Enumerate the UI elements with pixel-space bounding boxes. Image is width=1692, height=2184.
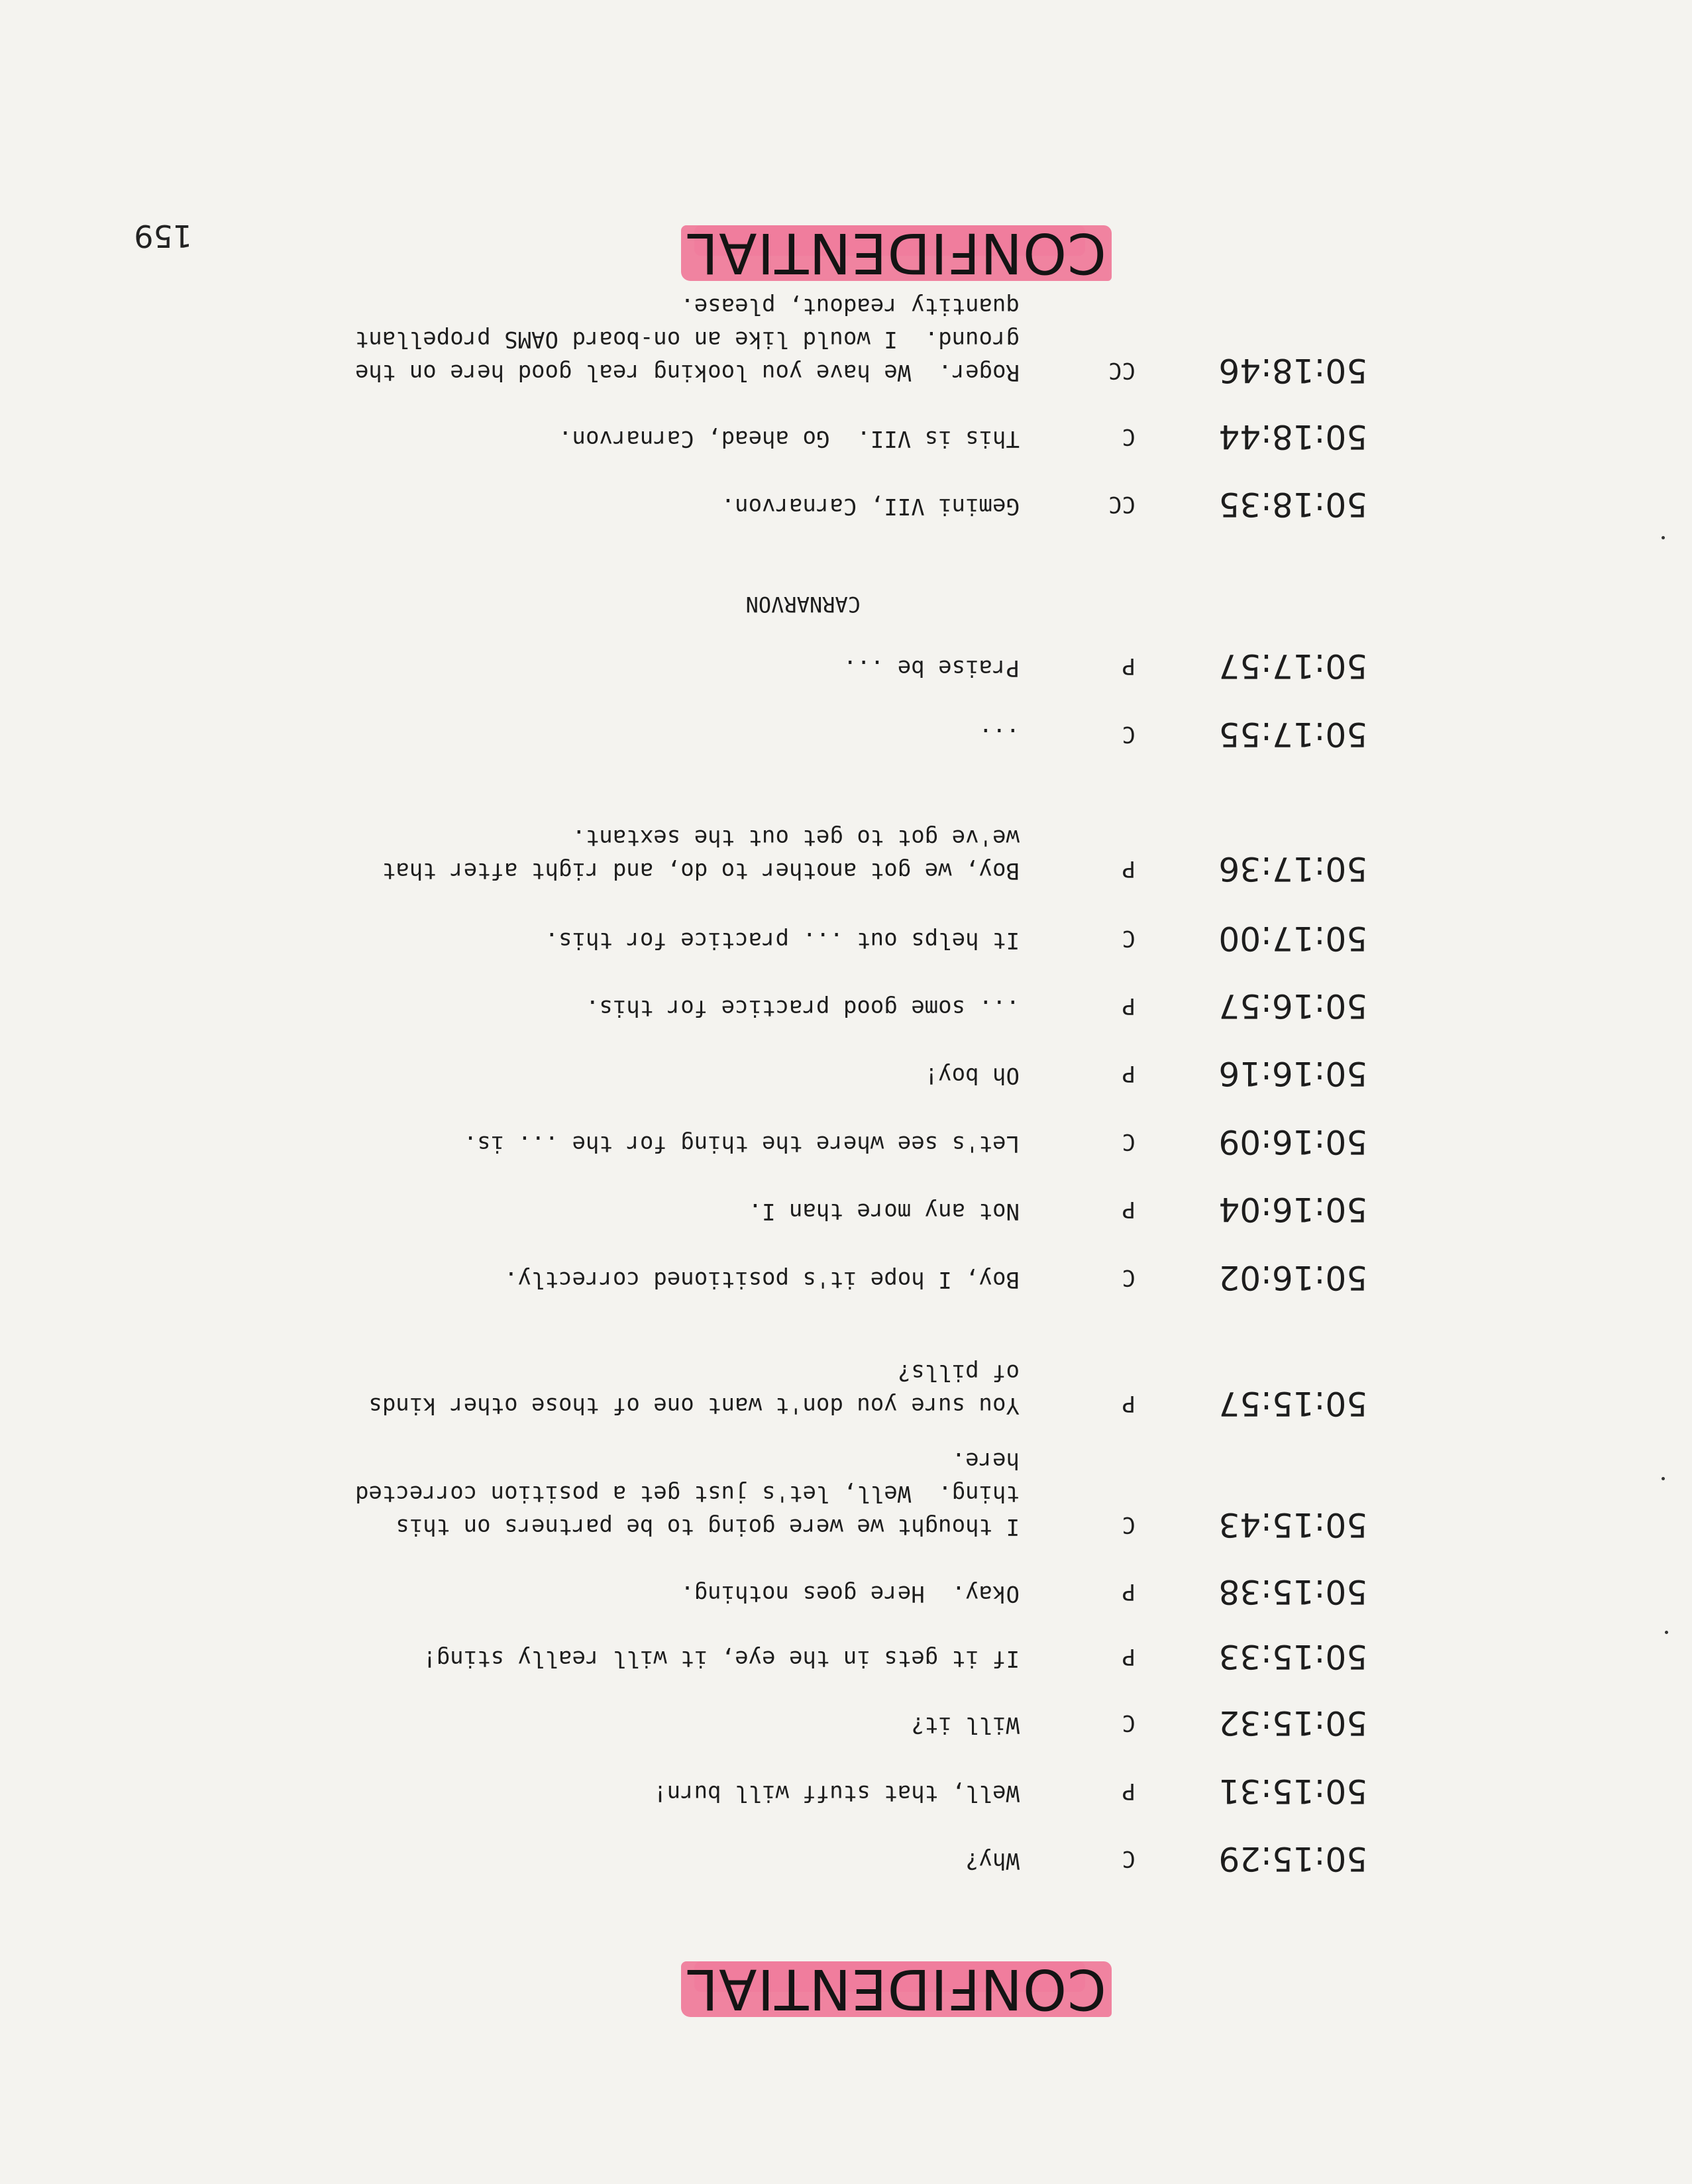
transcript-text: I thought we were going to be partners on this thing. Well, let's just get a position corrected here. bbox=[354, 1447, 1020, 1540]
speaker-code: P bbox=[1122, 855, 1136, 882]
transcript-text: Okay. Here goes nothing. bbox=[680, 1580, 1020, 1607]
speaker-code: P bbox=[1122, 1778, 1136, 1804]
confidential-stamp-top bbox=[681, 219, 1112, 288]
speaker-code: C bbox=[1122, 1845, 1136, 1872]
transcript-text: Praise be ... bbox=[843, 655, 1020, 681]
transcript-text: Well, that stuff will burn! bbox=[653, 1780, 1020, 1806]
timestamp: 50:16:16 bbox=[1218, 1054, 1367, 1093]
speaker-code: P bbox=[1122, 1196, 1136, 1223]
timestamp: 50:16:09 bbox=[1218, 1122, 1367, 1161]
transcript-text: Roger. We have you looking real good here on the ground. I would like an on-board OAMS propellant quantity readout, please. bbox=[354, 293, 1020, 386]
speaker-code: P bbox=[1122, 993, 1136, 1019]
transcript-text: This is VII. Go ahead, Carnarvon. bbox=[558, 425, 1020, 452]
speaker-code: P bbox=[1122, 1390, 1136, 1417]
speaker-code: P bbox=[1122, 653, 1136, 679]
timestamp: 50:18:44 bbox=[1218, 417, 1367, 456]
speaker-code: P bbox=[1122, 1578, 1136, 1605]
transcript-text: Boy, we got another to do, and right after that we've got to get out the sextant. bbox=[382, 824, 1020, 884]
speaker-code: C bbox=[1122, 721, 1136, 747]
speaker-code: CC bbox=[1108, 491, 1136, 518]
timestamp: 50:15:33 bbox=[1218, 1637, 1367, 1676]
timestamp: 50:17:00 bbox=[1218, 919, 1367, 957]
margin-mark bbox=[1665, 1631, 1668, 1634]
transcript-text: If it gets in the eye, it will really sting! bbox=[423, 1645, 1020, 1672]
timestamp: 50:18:46 bbox=[1218, 351, 1367, 390]
transcript-text: ... some good practice for this. bbox=[585, 995, 1020, 1021]
transcript-text: Boy, I hope it's positioned correctly. bbox=[504, 1266, 1020, 1293]
timestamp: 50:16:04 bbox=[1218, 1190, 1367, 1228]
stamp-text: CONFIDENTIAL bbox=[686, 221, 1106, 286]
stamp-text: CONFIDENTIAL bbox=[686, 1957, 1106, 2022]
speaker-code: P bbox=[1122, 1643, 1136, 1670]
speaker-code: C bbox=[1122, 1128, 1136, 1155]
margin-mark bbox=[1662, 1477, 1665, 1480]
speaker-code: C bbox=[1122, 925, 1136, 952]
transcript-text: Oh boy! bbox=[924, 1062, 1020, 1089]
section-heading: CARNARVON bbox=[745, 592, 861, 617]
confidential-stamp-bottom bbox=[681, 1955, 1112, 2024]
transcript-text: Let's see where the thing for the ... is. bbox=[463, 1130, 1020, 1157]
timestamp: 50:15:29 bbox=[1218, 1839, 1367, 1878]
speaker-code: C bbox=[1122, 1710, 1136, 1736]
transcript-text: You sure you don't want one of those other kinds of pills? bbox=[368, 1359, 1020, 1419]
timestamp: 50:15:38 bbox=[1218, 1572, 1367, 1611]
speaker-code: C bbox=[1122, 423, 1136, 450]
transcript-text: It helps out ... practice for this. bbox=[545, 927, 1020, 954]
timestamp: 50:18:35 bbox=[1218, 485, 1367, 523]
timestamp: 50:15:43 bbox=[1218, 1505, 1367, 1544]
timestamp: 50:17:55 bbox=[1218, 715, 1367, 753]
timestamp: 50:17:57 bbox=[1218, 647, 1367, 685]
page-number: 159 bbox=[134, 218, 192, 254]
timestamp: 50:15:57 bbox=[1218, 1384, 1367, 1423]
transcript-text: Will it? bbox=[911, 1712, 1020, 1738]
transcript-text: Not any more than I. bbox=[748, 1198, 1020, 1225]
speaker-code: C bbox=[1122, 1264, 1136, 1291]
transcript-text: ... bbox=[978, 723, 1020, 749]
timestamp: 50:15:32 bbox=[1218, 1704, 1367, 1742]
timestamp: 50:17:36 bbox=[1218, 849, 1367, 888]
timestamp: 50:15:31 bbox=[1218, 1772, 1367, 1810]
timestamp: 50:16:02 bbox=[1218, 1258, 1367, 1297]
margin-mark bbox=[1662, 536, 1665, 539]
speaker-code: C bbox=[1122, 1511, 1136, 1538]
speaker-code: P bbox=[1122, 1060, 1136, 1087]
transcript-text: Gemini VII, Carnarvon. bbox=[721, 493, 1020, 519]
speaker-code: CC bbox=[1108, 357, 1136, 384]
timestamp: 50:16:57 bbox=[1218, 987, 1367, 1025]
transcript-text: Why? bbox=[965, 1847, 1020, 1874]
